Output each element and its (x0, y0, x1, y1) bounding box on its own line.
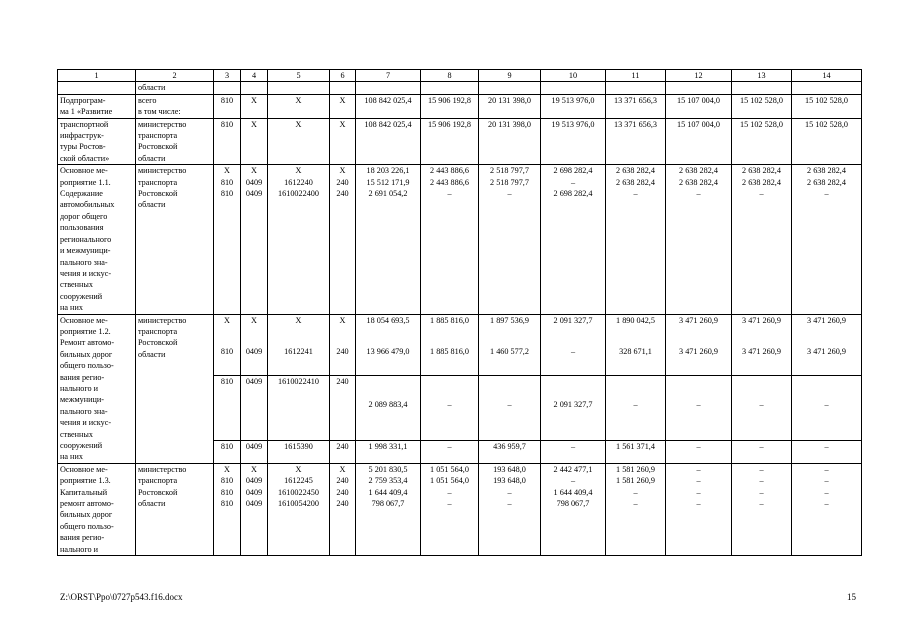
table-cell: X (330, 314, 356, 336)
table-cell: 2 089 883,4 (356, 376, 421, 441)
table-cell (356, 82, 421, 94)
table-cell: X 810 810 (214, 165, 241, 314)
table-cell: 810 (214, 336, 241, 376)
table-cell (792, 82, 862, 94)
table-cell: 2 638 282,4 2 638 282,4 – (606, 165, 666, 314)
table-cell: X (268, 314, 330, 336)
table-cell: 2 698 282,4 – 2 698 282,4 (541, 165, 606, 314)
table-cell: 20 131 398,0 (479, 94, 541, 118)
table-cell: X (330, 94, 356, 118)
table-cell: X (268, 118, 330, 165)
table-cell: 2 638 282,4 2 638 282,4 – (792, 165, 862, 314)
table-cell: 18 054 693,5 (356, 314, 421, 336)
column-header: 2 (136, 70, 214, 82)
table-cell: 3 471 260,9 (732, 314, 792, 336)
table-cell: 2 442 477,1 – 1 644 409,4 798 067,7 (541, 463, 606, 555)
table-cell (732, 82, 792, 94)
table-cell: 13 371 656,3 (606, 118, 666, 165)
table-cell: министерство транспорта Ростовской области (136, 463, 214, 555)
table-cell: 1 051 564,0 1 051 564,0 – – (421, 463, 479, 555)
table-cell: 19 513 976,0 (541, 118, 606, 165)
table-cell: 13 966 479,0 (356, 336, 421, 376)
table-cell: Основное ме- роприятие 1.1. Содержание автомобильных дорог общего пользования регионального и межмуници- пального зна- чения и искус- ственных сооружений на них (58, 165, 136, 314)
table-cell: 2 638 282,4 2 638 282,4 – (732, 165, 792, 314)
table-cell: X (241, 94, 268, 118)
column-header: 10 (541, 70, 606, 82)
table-cell: – (421, 376, 479, 441)
table-cell: X (241, 314, 268, 336)
table-cell: – (732, 441, 792, 464)
table-cell: X (330, 118, 356, 165)
table-cell: X 0409 0409 0409 (241, 463, 268, 555)
table-cell: 20 131 398,0 (479, 118, 541, 165)
table-cell: 1 885 816,0 (421, 336, 479, 376)
table-cell: 810 (214, 94, 241, 118)
table-cell: 0409 (241, 336, 268, 376)
table-cell: 3 471 260,9 (666, 336, 732, 376)
table-cell: 5 201 830,5 2 759 353,4 1 644 409,4 798 067,7 (356, 463, 421, 555)
table-cell: 2 518 797,7 2 518 797,7 – (479, 165, 541, 314)
table-cell (330, 82, 356, 94)
table-cell (479, 82, 541, 94)
column-header: 6 (330, 70, 356, 82)
table-cell: Основное ме- роприятие 1.3. Капитальный ремонт автомо- бильных дорог общего пользо- вания регио- нального и (58, 463, 136, 555)
column-header: 5 (268, 70, 330, 82)
row-meropriyatie-1-1 (58, 165, 862, 314)
table-cell (241, 82, 268, 94)
table-cell: 328 671,1 (606, 336, 666, 376)
column-header: 4 (241, 70, 268, 82)
table-cell: 3 471 260,9 (732, 336, 792, 376)
table-cell: – (666, 441, 732, 464)
table-cell: X 0409 0409 (241, 165, 268, 314)
table-cell: 15 102 528,0 (792, 94, 862, 118)
table-cell: – (792, 441, 862, 464)
table-cell: министерство транспорта Ростовской области (136, 165, 214, 314)
column-header: 8 (421, 70, 479, 82)
table-cell: – (541, 441, 606, 464)
footer-page-number: 15 (847, 592, 856, 602)
column-header: 1 (58, 70, 136, 82)
row-meropriyatie-1-2 (58, 314, 862, 336)
table-cell: 15 107 004,0 (666, 118, 732, 165)
row-podprogramma-ministry (58, 118, 862, 165)
table-cell: – (666, 376, 732, 441)
table-cell: 2 091 327,7 (541, 376, 606, 441)
table-cell: X (268, 94, 330, 118)
table-cell: 810 (214, 441, 241, 464)
column-header: 12 (666, 70, 732, 82)
table-cell: 240 (330, 336, 356, 376)
table-cell: 15 102 528,0 (732, 118, 792, 165)
table-cell: области (136, 82, 214, 94)
table-cell: – (792, 376, 862, 441)
table-cell: 3 471 260,9 (792, 336, 862, 376)
table-cell (606, 82, 666, 94)
table-cell: 108 842 025,4 (356, 118, 421, 165)
table-cell: 436 959,7 (479, 441, 541, 464)
table-cell: 1615390 (268, 441, 330, 464)
table-header-row (58, 70, 862, 82)
table-cell: 0409 (241, 376, 268, 441)
table-cell (58, 82, 136, 94)
table-cell: – (732, 376, 792, 441)
table-cell (268, 82, 330, 94)
table-cell: 2 091 327,7 (541, 314, 606, 336)
table-cell: 1 885 816,0 (421, 314, 479, 336)
table-cell: всего в том числе: (136, 94, 214, 118)
table-cell: X (214, 314, 241, 336)
table-cell: 2 443 886,6 2 443 886,6 – (421, 165, 479, 314)
table-cell: 810 (214, 118, 241, 165)
table-cell: 240 (330, 376, 356, 441)
table-cell: министерство транспорта Ростовской области (136, 314, 214, 463)
table-cell: X 810 810 810 (214, 463, 241, 555)
table-cell: 19 513 976,0 (541, 94, 606, 118)
table-cell: 15 906 192,8 (421, 94, 479, 118)
row-meropriyatie-1-3 (58, 463, 862, 555)
table-cell: – (606, 376, 666, 441)
table-cell: 15 102 528,0 (792, 118, 862, 165)
table-cell: 193 648,0 193 648,0 – – (479, 463, 541, 555)
table-cell (541, 82, 606, 94)
row-podprogramma-vsego (58, 94, 862, 118)
table-cell: Подпрограм- ма 1 «Развитие (58, 94, 136, 118)
table-cell: 3 471 260,9 (666, 314, 732, 336)
table-cell: 1 998 331,1 (356, 441, 421, 464)
table-cell: 3 471 260,9 (792, 314, 862, 336)
footer-file-path: Z:\ORST\Ppo\0727p543.f16.docx (60, 592, 183, 602)
table-cell: 15 906 192,8 (421, 118, 479, 165)
table-cell: 18 203 226,1 15 512 171,9 2 691 054,2 (356, 165, 421, 314)
table-cell: 15 107 004,0 (666, 94, 732, 118)
table-cell: 1 890 042,5 (606, 314, 666, 336)
table-cell: 1612241 (268, 336, 330, 376)
table-cell: 1 561 371,4 (606, 441, 666, 464)
table-cell: X 1612240 1610022400 (268, 165, 330, 314)
table-cell (421, 82, 479, 94)
table-cell: Основное ме- роприятие 1.2. Ремонт автомо- бильных дорог общего пользо- вания регио- нального и межмуници- пального зна- чения и искус- ственных сооружений на них (58, 314, 136, 463)
table-cell: – – – – (732, 463, 792, 555)
table-cell: 15 102 528,0 (732, 94, 792, 118)
table-cell: 1 460 577,2 (479, 336, 541, 376)
column-header: 14 (792, 70, 862, 82)
table-cell: 0409 (241, 441, 268, 464)
table-cell: – (479, 376, 541, 441)
row-oblasti (58, 82, 862, 94)
table-cell: министерство транспорта Ростовской области (136, 118, 214, 165)
budget-table (57, 69, 862, 556)
column-header: 13 (732, 70, 792, 82)
table-cell: X 1612245 1610022450 1610054200 (268, 463, 330, 555)
table-cell: 1 897 536,9 (479, 314, 541, 336)
table-cell: – – – – (792, 463, 862, 555)
table-cell (214, 82, 241, 94)
table-cell: 1 581 260,9 1 581 260,9 – – (606, 463, 666, 555)
table-cell: транспортной инфраструк- туры Ростов- ской области» (58, 118, 136, 165)
column-header: 11 (606, 70, 666, 82)
table-cell: – – – – (666, 463, 732, 555)
table-cell: – (541, 336, 606, 376)
column-header: 9 (479, 70, 541, 82)
table-cell: 2 638 282,4 2 638 282,4 – (666, 165, 732, 314)
table-cell: 13 371 656,3 (606, 94, 666, 118)
table-cell (666, 82, 732, 94)
table-cell: X (241, 118, 268, 165)
table-cell: 108 842 025,4 (356, 94, 421, 118)
table-cell: X 240 240 (330, 165, 356, 314)
table-cell: 810 (214, 376, 241, 441)
table-cell: X 240 240 240 (330, 463, 356, 555)
table-cell: – (421, 441, 479, 464)
table-cell: 240 (330, 441, 356, 464)
column-header: 7 (356, 70, 421, 82)
column-header: 3 (214, 70, 241, 82)
table-cell: 1610022410 (268, 376, 330, 441)
